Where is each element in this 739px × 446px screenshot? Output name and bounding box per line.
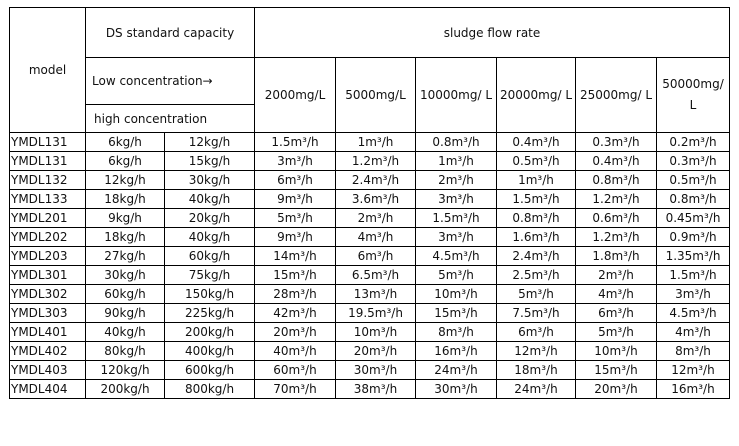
flow-25000-cell: 20m³/h xyxy=(576,380,657,399)
high-capacity-cell: 40kg/h xyxy=(165,190,255,209)
flow-5000-cell: 30m³/h xyxy=(336,361,416,380)
flow-25000-cell: 2m³/h xyxy=(576,266,657,285)
flow-20000-cell: 18m³/h xyxy=(497,361,576,380)
flow-20000-cell: 1.6m³/h xyxy=(497,228,576,247)
flow-2000-cell: 40m³/h xyxy=(255,342,336,361)
flow-25000-cell: 5m³/h xyxy=(576,323,657,342)
flow-5000-cell: 1m³/h xyxy=(336,133,416,152)
conc-50000-header: 50000mg/ L xyxy=(657,58,730,133)
model-cell: YMDL303 xyxy=(10,304,86,323)
flow-5000-cell: 3.6m³/h xyxy=(336,190,416,209)
model-cell: YMDL132 xyxy=(10,171,86,190)
model-cell: YMDL201 xyxy=(10,209,86,228)
table-row xyxy=(10,152,730,171)
flow-25000-cell: 0.4m³/h xyxy=(576,152,657,171)
flow-50000-cell: 3m³/h xyxy=(657,285,730,304)
flow-2000-cell: 5m³/h xyxy=(255,209,336,228)
conc-25000-header: 25000mg/ L xyxy=(576,58,657,133)
flow-50000-cell: 8m³/h xyxy=(657,342,730,361)
flow-10000-cell: 1m³/h xyxy=(416,152,497,171)
low-capacity-cell: 120kg/h xyxy=(86,361,165,380)
table-row xyxy=(10,285,730,304)
table-row xyxy=(10,247,730,266)
header-row-2 xyxy=(10,58,730,105)
low-capacity-cell: 60kg/h xyxy=(86,285,165,304)
model-cell: YMDL301 xyxy=(10,266,86,285)
flow-10000-cell: 10m³/h xyxy=(416,285,497,304)
flow-10000-cell: 16m³/h xyxy=(416,342,497,361)
flow-10000-cell: 5m³/h xyxy=(416,266,497,285)
flow-2000-cell: 70m³/h xyxy=(255,380,336,399)
flow-50000-cell: 12m³/h xyxy=(657,361,730,380)
table-row xyxy=(10,342,730,361)
flow-25000-cell: 0.6m³/h xyxy=(576,209,657,228)
flow-50000-cell: 0.45m³/h xyxy=(657,209,730,228)
flow-50000-cell: 16m³/h xyxy=(657,380,730,399)
table-row xyxy=(10,304,730,323)
flow-10000-cell: 15m³/h xyxy=(416,304,497,323)
table-row xyxy=(10,190,730,209)
high-capacity-cell: 60kg/h xyxy=(165,247,255,266)
low-capacity-cell: 27kg/h xyxy=(86,247,165,266)
flow-25000-cell: 10m³/h xyxy=(576,342,657,361)
low-capacity-cell: 40kg/h xyxy=(86,323,165,342)
low-capacity-cell: 30kg/h xyxy=(86,266,165,285)
conc-5000-header: 5000mg/L xyxy=(336,58,416,133)
flow-2000-cell: 9m³/h xyxy=(255,190,336,209)
model-cell: YMDL202 xyxy=(10,228,86,247)
high-capacity-cell: 40kg/h xyxy=(165,228,255,247)
table-row xyxy=(10,228,730,247)
flow-2000-cell: 6m³/h xyxy=(255,171,336,190)
low-capacity-cell: 18kg/h xyxy=(86,228,165,247)
flow-2000-cell: 1.5m³/h xyxy=(255,133,336,152)
flow-50000-cell: 0.9m³/h xyxy=(657,228,730,247)
high-capacity-cell: 15kg/h xyxy=(165,152,255,171)
flow-2000-cell: 42m³/h xyxy=(255,304,336,323)
flow-5000-cell: 2.4m³/h xyxy=(336,171,416,190)
model-cell: YMDL131 xyxy=(10,133,86,152)
flow-50000-cell: 1.5m³/h xyxy=(657,266,730,285)
high-concentration-header: high concentration xyxy=(86,105,255,133)
conc-2000-header: 2000mg/L xyxy=(255,58,336,133)
flow-20000-cell: 12m³/h xyxy=(497,342,576,361)
flow-5000-cell: 13m³/h xyxy=(336,285,416,304)
spec-table xyxy=(9,7,730,399)
table-row xyxy=(10,266,730,285)
high-capacity-cell: 800kg/h xyxy=(165,380,255,399)
flow-20000-cell: 5m³/h xyxy=(497,285,576,304)
high-capacity-cell: 20kg/h xyxy=(165,209,255,228)
high-capacity-cell: 200kg/h xyxy=(165,323,255,342)
low-capacity-cell: 200kg/h xyxy=(86,380,165,399)
table-row xyxy=(10,380,730,399)
header-row-1 xyxy=(10,8,730,58)
flow-10000-cell: 3m³/h xyxy=(416,228,497,247)
low-capacity-cell: 12kg/h xyxy=(86,171,165,190)
flow-20000-cell: 1m³/h xyxy=(497,171,576,190)
flow-5000-cell: 38m³/h xyxy=(336,380,416,399)
model-cell: YMDL401 xyxy=(10,323,86,342)
high-capacity-cell: 12kg/h xyxy=(165,133,255,152)
flow-5000-cell: 6.5m³/h xyxy=(336,266,416,285)
flow-2000-cell: 14m³/h xyxy=(255,247,336,266)
flow-10000-cell: 3m³/h xyxy=(416,190,497,209)
table-body xyxy=(10,133,730,399)
flow-5000-cell: 2m³/h xyxy=(336,209,416,228)
high-capacity-cell: 75kg/h xyxy=(165,266,255,285)
flow-10000-cell: 2m³/h xyxy=(416,171,497,190)
model-cell: YMDL402 xyxy=(10,342,86,361)
low-capacity-cell: 90kg/h xyxy=(86,304,165,323)
flow-2000-cell: 9m³/h xyxy=(255,228,336,247)
flow-50000-cell: 4.5m³/h xyxy=(657,304,730,323)
sludge-flow-header: sludge flow rate xyxy=(255,8,730,58)
high-capacity-cell: 600kg/h xyxy=(165,361,255,380)
flow-20000-cell: 0.4m³/h xyxy=(497,133,576,152)
high-capacity-cell: 225kg/h xyxy=(165,304,255,323)
flow-20000-cell: 0.5m³/h xyxy=(497,152,576,171)
flow-25000-cell: 0.3m³/h xyxy=(576,133,657,152)
flow-2000-cell: 3m³/h xyxy=(255,152,336,171)
flow-20000-cell: 6m³/h xyxy=(497,323,576,342)
ds-capacity-header: DS standard capacity xyxy=(86,8,255,58)
flow-5000-cell: 19.5m³/h xyxy=(336,304,416,323)
flow-5000-cell: 4m³/h xyxy=(336,228,416,247)
high-capacity-cell: 30kg/h xyxy=(165,171,255,190)
flow-5000-cell: 10m³/h xyxy=(336,323,416,342)
flow-20000-cell: 1.5m³/h xyxy=(497,190,576,209)
conc-20000-header: 20000mg/ L xyxy=(497,58,576,133)
table-row xyxy=(10,323,730,342)
flow-10000-cell: 30m³/h xyxy=(416,380,497,399)
model-cell: YMDL302 xyxy=(10,285,86,304)
table-row xyxy=(10,171,730,190)
flow-25000-cell: 1.2m³/h xyxy=(576,190,657,209)
high-capacity-cell: 150kg/h xyxy=(165,285,255,304)
table-row xyxy=(10,209,730,228)
flow-2000-cell: 15m³/h xyxy=(255,266,336,285)
flow-10000-cell: 0.8m³/h xyxy=(416,133,497,152)
flow-25000-cell: 15m³/h xyxy=(576,361,657,380)
low-concentration-header: Low concentration→ xyxy=(86,58,255,105)
flow-50000-cell: 0.2m³/h xyxy=(657,133,730,152)
flow-2000-cell: 20m³/h xyxy=(255,323,336,342)
flow-2000-cell: 28m³/h xyxy=(255,285,336,304)
flow-20000-cell: 2.5m³/h xyxy=(497,266,576,285)
flow-50000-cell: 1.35m³/h xyxy=(657,247,730,266)
flow-20000-cell: 2.4m³/h xyxy=(497,247,576,266)
flow-10000-cell: 24m³/h xyxy=(416,361,497,380)
model-cell: YMDL131 xyxy=(10,152,86,171)
flow-2000-cell: 60m³/h xyxy=(255,361,336,380)
model-header: model xyxy=(10,8,86,133)
model-cell: YMDL403 xyxy=(10,361,86,380)
flow-25000-cell: 1.8m³/h xyxy=(576,247,657,266)
low-capacity-cell: 6kg/h xyxy=(86,152,165,171)
flow-10000-cell: 1.5m³/h xyxy=(416,209,497,228)
flow-5000-cell: 1.2m³/h xyxy=(336,152,416,171)
model-cell: YMDL203 xyxy=(10,247,86,266)
flow-50000-cell: 0.5m³/h xyxy=(657,171,730,190)
flow-5000-cell: 20m³/h xyxy=(336,342,416,361)
flow-25000-cell: 1.2m³/h xyxy=(576,228,657,247)
flow-20000-cell: 24m³/h xyxy=(497,380,576,399)
flow-10000-cell: 8m³/h xyxy=(416,323,497,342)
flow-20000-cell: 0.8m³/h xyxy=(497,209,576,228)
flow-10000-cell: 4.5m³/h xyxy=(416,247,497,266)
flow-20000-cell: 7.5m³/h xyxy=(497,304,576,323)
flow-50000-cell: 0.3m³/h xyxy=(657,152,730,171)
flow-25000-cell: 4m³/h xyxy=(576,285,657,304)
flow-25000-cell: 6m³/h xyxy=(576,304,657,323)
flow-50000-cell: 0.8m³/h xyxy=(657,190,730,209)
high-capacity-cell: 400kg/h xyxy=(165,342,255,361)
model-cell: YMDL404 xyxy=(10,380,86,399)
model-cell: YMDL133 xyxy=(10,190,86,209)
low-capacity-cell: 9kg/h xyxy=(86,209,165,228)
conc-10000-header: 10000mg/ L xyxy=(416,58,497,133)
table-row xyxy=(10,361,730,380)
flow-50000-cell: 4m³/h xyxy=(657,323,730,342)
low-capacity-cell: 6kg/h xyxy=(86,133,165,152)
flow-25000-cell: 0.8m³/h xyxy=(576,171,657,190)
flow-5000-cell: 6m³/h xyxy=(336,247,416,266)
low-capacity-cell: 80kg/h xyxy=(86,342,165,361)
table-row xyxy=(10,133,730,152)
low-capacity-cell: 18kg/h xyxy=(86,190,165,209)
